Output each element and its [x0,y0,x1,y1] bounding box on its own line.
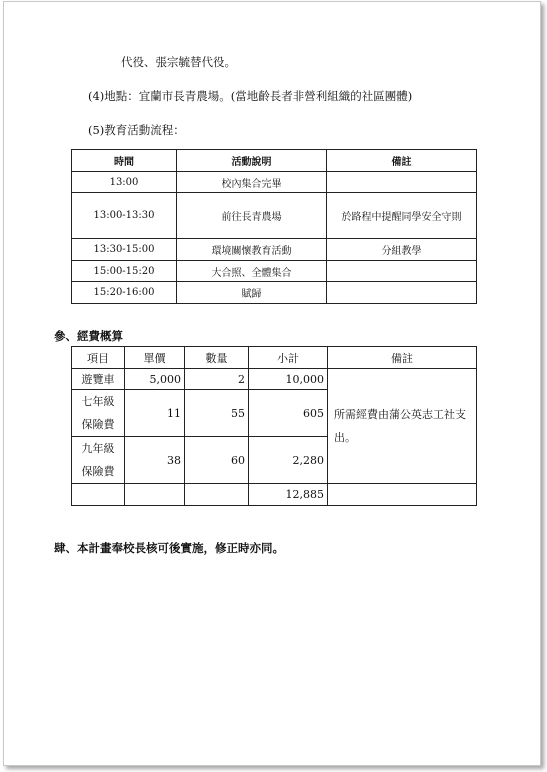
schedule-header-row [72,150,477,172]
table-row [72,484,477,506]
schedule-header-desc: 活動說明 [177,150,327,172]
section-3-title: 參、經費概算 [54,329,123,343]
table-row [72,261,477,282]
schedule-cell: 15:00-15:20 [72,261,177,282]
budget-cell-qty: 55 [185,390,249,437]
budget-cell-item: 七年級 保險費 [72,390,125,437]
schedule-cell [327,172,477,193]
budget-cell-empty-note [328,484,477,506]
budget-note-cell: 所需經費由蒲公英志工社支出。 [328,369,477,484]
schedule-cell [327,282,477,304]
budget-cell-qty [185,484,249,506]
schedule-cell: 15:20-16:00 [72,282,177,304]
budget-header-note: 備註 [328,347,477,369]
budget-cell-item [72,484,125,506]
budget-header-row [72,347,477,369]
schedule-cell: 於路程中提醒同學安全守則 [327,193,477,239]
text-line-substitute: 代役、張宗毓替代役。 [121,55,236,69]
schedule-header-time: 時間 [72,150,177,172]
schedule-cell: 環境關懷教育活動 [177,239,327,261]
table-row [72,369,477,390]
budget-header-subtotal: 小計 [249,347,328,369]
text-line-location: (4)地點：宜蘭市長青農場。(當地齡長者非營利組織的社區團體) [88,89,413,103]
schedule-cell: 大合照、全體集合 [177,261,327,282]
schedule-cell: 前往長青農場 [177,193,327,239]
budget-cell-subtotal: 2,280 [249,437,328,484]
budget-cell-item: 遊覽車 [72,369,125,390]
schedule-cell: 分組教學 [327,239,477,261]
text-line-flow: (5)教育活動流程： [88,123,185,137]
budget-header-price: 單價 [125,347,185,369]
schedule-cell: 校內集合完畢 [177,172,327,193]
table-row [72,172,477,193]
document-page [3,1,541,766]
table-row [72,282,477,304]
budget-cell-price: 38 [125,437,185,484]
schedule-cell: 13:00-13:30 [72,193,177,239]
budget-cell-subtotal: 10,000 [249,369,328,390]
budget-cell-qty: 2 [185,369,249,390]
table-row [72,239,477,261]
table-row [72,193,477,239]
schedule-cell: 13:00 [72,172,177,193]
budget-cell-price [125,484,185,506]
budget-header-item: 項目 [72,347,125,369]
schedule-header-note: 備註 [327,150,477,172]
schedule-table [71,149,477,304]
schedule-cell [327,261,477,282]
schedule-cell: 13:30-15:00 [72,239,177,261]
section-4-title: 肆、本計畫奉校長核可後實施，修正時亦同。 [54,541,284,555]
budget-cell-subtotal: 605 [249,390,328,437]
budget-table [71,346,477,506]
budget-cell-total: 12,885 [249,484,328,506]
budget-cell-item: 九年級 保險費 [72,437,125,484]
schedule-cell: 賦歸 [177,282,327,304]
budget-cell-price: 11 [125,390,185,437]
budget-cell-qty: 60 [185,437,249,484]
budget-cell-price: 5,000 [125,369,185,390]
budget-header-qty: 數量 [185,347,249,369]
